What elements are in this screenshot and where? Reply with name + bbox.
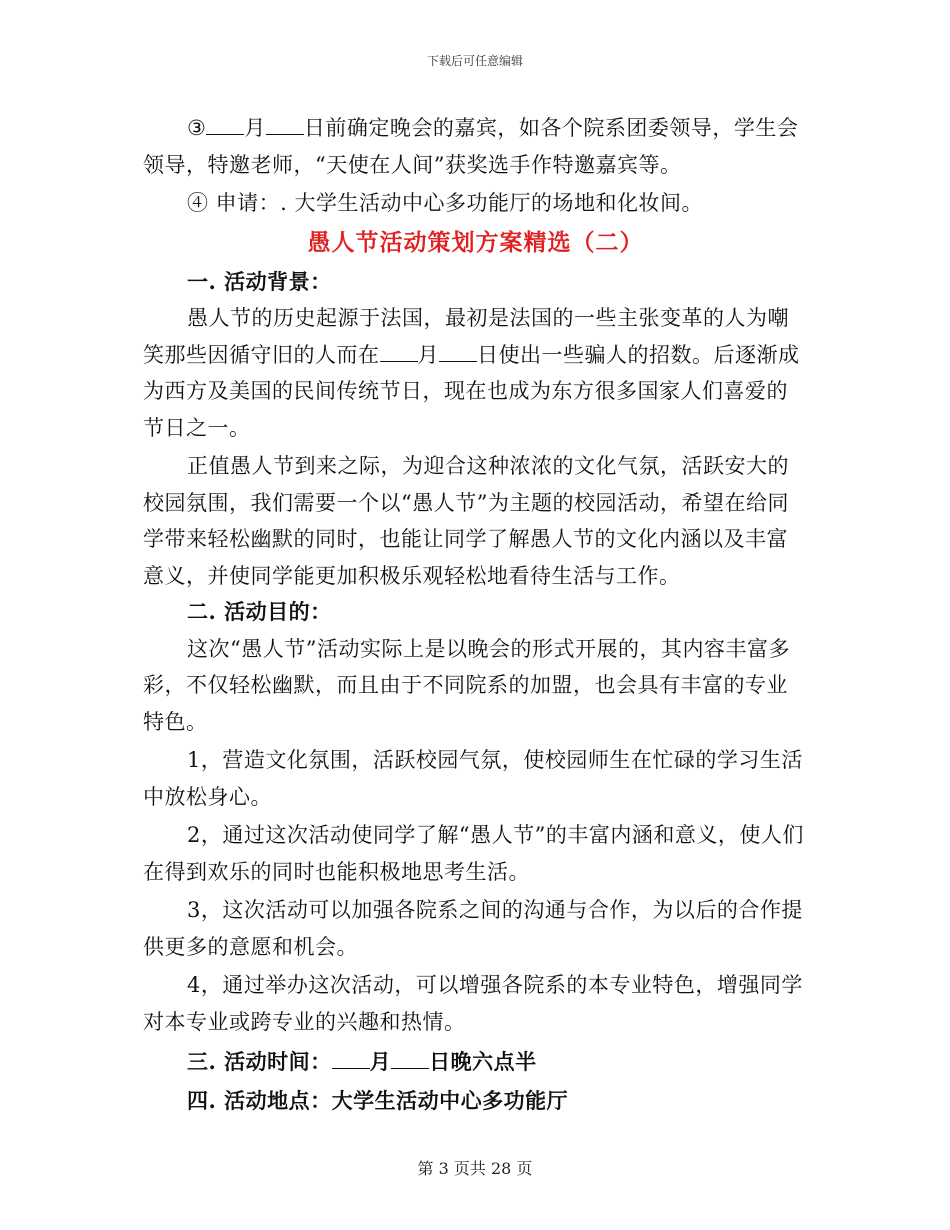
text-month: 月 (417, 342, 439, 367)
paragraph-purpose-intro: 这次“愚人节”活动实际上是以晚会的形式开展的，其内容丰富多彩，不仅轻松幽默，而且由于不同院系的加盟，也会具有丰富的专业特色。 (143, 636, 790, 734)
heading-purpose: 二. 活动目的： (187, 599, 332, 624)
heading-time (143, 1044, 808, 1081)
blank-line (206, 116, 244, 135)
page-footer: 第 3 页共 28 页 (417, 1159, 533, 1178)
paragraph-history (143, 300, 808, 446)
text-history: 愚人节的历史起源于法国，最初是法国的一些主张变革的人为嘲笑那些因循守旧的人而在 (143, 306, 789, 367)
text-month: 月 (244, 116, 266, 140)
list-item-4: 4，通过举办这次活动，可以增强各院系的本专业特色，增强同学对本专业或跨专业的兴趣和热情。 (143, 973, 803, 1034)
paragraph-occasion: 正值愚人节到来之际，为迎合这种浓浓的文化气氛，活跃安大的校园氛围，我们需要一个以“愚人节”为主题的校园活动，希望在给同学带来轻松幽默的同时，也能让同学了解愚人节的文化内涵以及丰富意义，并使同学能更加积极乐观轻松地看待生活与工作。 (143, 454, 789, 588)
heading-location: 四. 活动地点：大学生活动中心多功能厅 (187, 1087, 569, 1113)
blank-line (266, 116, 304, 135)
list-item-3: 3，这次活动可以加强各院系之间的沟通与合作，为以后的合作提供更多的意愿和机会。 (143, 898, 803, 959)
blank-line (439, 343, 477, 362)
list-item-2: 2，通过这次活动使同学了解“愚人节”的丰富内涵和意义，使人们在得到欢乐的同时也能积极地思考生活。 (143, 823, 804, 884)
text-guests: 日前确定晚会的嘉宾，如各个院系团委领导，学生会领导，特邀老师，“天使在人间”获奖选手作特邀嘉宾等。 (143, 116, 799, 177)
paragraph-guests (143, 110, 808, 183)
blank-line (332, 1050, 370, 1069)
section-title: 愚人节活动策划方案精选（二） (307, 228, 644, 256)
blank-line (391, 1050, 429, 1069)
text-month: 月 (369, 1049, 392, 1074)
paragraph-application: ④ 申请：. 大学生活动中心多功能厅的场地和化妆间。 (187, 191, 704, 215)
text-time-label: 三. 活动时间： (187, 1049, 332, 1074)
text-time-value: 日晚六点半 (429, 1049, 537, 1074)
text-history-cont: 日使出一些骗人的招数。后逐渐成为西方及美国的民间传统节日，现在也成为东方很多国家人们喜爱的节日之一。 (143, 342, 800, 440)
heading-background: 一. 活动背景： (187, 268, 332, 294)
blank-line (380, 343, 418, 362)
list-item-1: 1，营造文化氛围，活跃校园气氛，使校园师生在忙碌的学习生活中放松身心。 (143, 748, 803, 809)
page-header: 下载后可任意编辑 (426, 54, 523, 68)
circled-number: ③ (187, 116, 207, 140)
document-body (143, 110, 808, 1119)
